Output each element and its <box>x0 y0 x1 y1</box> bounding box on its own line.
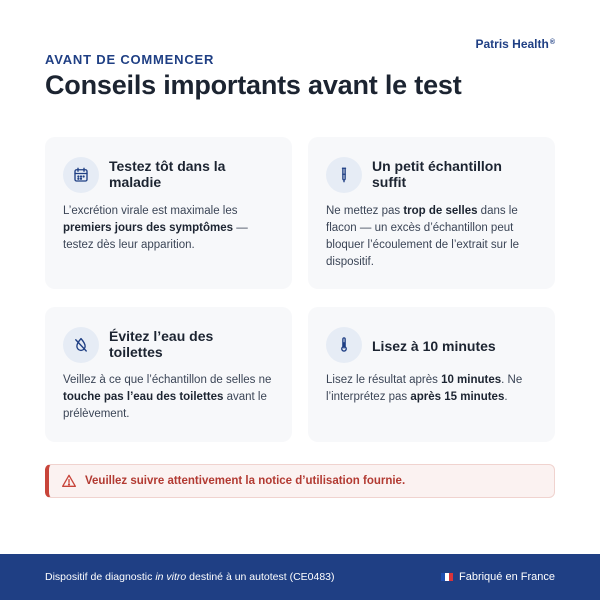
tip-card-small-sample <box>308 137 555 289</box>
body-text: — testez dès leur apparition. <box>63 222 248 251</box>
emphasis-text: 10 minutes <box>441 374 502 386</box>
emphasis-text: après 15 minutes <box>410 391 505 403</box>
footer-bar <box>0 554 600 600</box>
body-text: avant le prélèvement. <box>63 391 267 420</box>
footer-text-em: in vitro <box>155 571 187 583</box>
test-tube-icon <box>326 157 362 193</box>
body-text: Veillez à ce que l’échantillon de selles ne <box>63 374 272 386</box>
made-in-france <box>441 571 555 583</box>
brand-logo <box>475 37 555 51</box>
eyebrow-label: AVANT DE COMMENCER <box>45 52 215 67</box>
alert-text: Veuillez suivre attentivement la notice d’utilisation fournie. <box>85 475 406 487</box>
body-text: . Ne l’interprétez pas <box>326 374 523 403</box>
page-title: Conseils importants avant le test <box>45 70 462 100</box>
card-body <box>63 372 276 423</box>
instructions-alert <box>45 464 555 498</box>
footer-text-prefix: Dispositif de diagnostic <box>45 571 156 583</box>
tip-card-avoid-toilet-water <box>45 307 292 442</box>
emphasis-text: premiers jours des symptômes <box>63 222 234 234</box>
calendar-icon <box>63 157 99 193</box>
brand-name: Patris Health <box>475 37 549 51</box>
warning-triangle-icon <box>61 473 77 489</box>
water-drop-off-icon <box>63 327 99 363</box>
body-text: Ne mettez pas <box>326 205 404 217</box>
footer-regulatory-text <box>45 571 335 583</box>
card-title: Un petit échantillon suffit <box>372 158 502 190</box>
tip-card-early-testing <box>45 137 292 289</box>
card-body <box>326 203 539 271</box>
emphasis-text: trop de selles <box>403 205 478 217</box>
card-title: Évitez l’eau des toilettes <box>109 328 214 360</box>
footer-text-suffix: destiné à un autotest (CE0483) <box>186 571 335 583</box>
card-body <box>63 203 276 254</box>
emphasis-text: touche pas l’eau des toilettes <box>63 391 224 403</box>
body-text: dans le flacon — un excès d’échantillon peut bloquer l’écoulement de l’extrait sur le dispositif. <box>326 205 520 268</box>
tip-card-read-at-10-min <box>308 307 555 442</box>
body-text: Lisez le résultat après <box>326 374 442 386</box>
card-body <box>326 372 539 406</box>
made-in-label: Fabriqué en France <box>459 571 555 583</box>
body-text: L’excrétion virale est maximale les <box>63 205 238 217</box>
card-title: Lisez à 10 minutes <box>372 338 496 354</box>
brand-registered-mark: ® <box>549 39 555 46</box>
body-text: . <box>504 391 508 403</box>
thermometer-icon <box>326 327 362 363</box>
france-flag-icon <box>441 573 453 581</box>
card-title: Testez tôt dans la maladie <box>109 158 226 190</box>
